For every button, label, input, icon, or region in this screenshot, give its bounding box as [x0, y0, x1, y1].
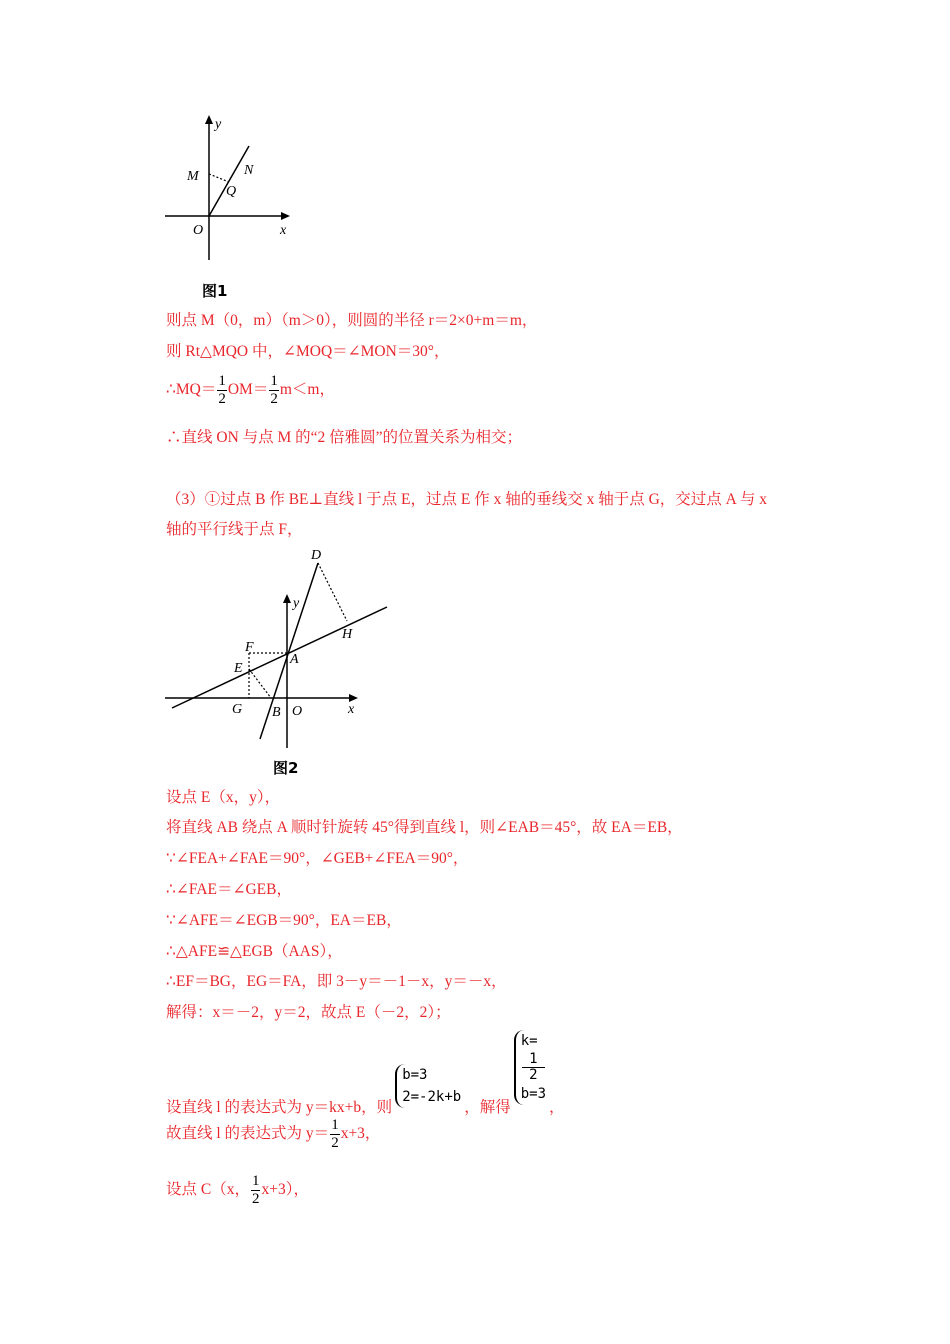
fraction-half: $\frac{1}{2}$ [251, 1172, 260, 1207]
system2-row1: k= 1 2 [521, 1030, 546, 1083]
fig2-label-G: G [232, 702, 243, 717]
text-line-3-b: OM＝ [227, 381, 269, 398]
figure-1-diagram [160, 110, 300, 265]
fraction-half: $\frac{1}{2}$ [218, 372, 226, 407]
text-line-14: 解得：x＝－2，y＝2，故点 E（－2，2）； [166, 1004, 451, 1021]
fig2-label-B: B [272, 705, 281, 720]
text-line-17 [166, 1172, 309, 1208]
fig2-label-y: y [293, 596, 300, 611]
fig2-dotted-EB [249, 669, 271, 698]
fig2-x-arrow [349, 694, 358, 702]
fraction-half: $\frac{1}{2}$ [270, 372, 278, 407]
fig1-label-Q: Q [226, 184, 237, 199]
fig2-line-l [172, 607, 387, 708]
fig1-label-N: N [244, 163, 254, 178]
fig2-label-O: O [292, 704, 303, 719]
figure-1-caption: 图1 [202, 282, 228, 300]
fig1-label-y: y [215, 117, 222, 132]
text-line-13: ∴EF＝BG，EG＝FA，即 3－y＝－1－x，y＝－x， [166, 973, 507, 990]
system1-row1: b=3 [402, 1067, 428, 1084]
text-line-2: 则 Rt△MQO 中，∠MOQ＝∠MON＝30°， [166, 343, 450, 360]
text-line-16-b: x+3， [340, 1125, 381, 1142]
text-line-16 [166, 1116, 380, 1152]
fig2-label-A: A [290, 652, 299, 667]
fig1-label-O: O [193, 223, 204, 238]
fig2-label-x: x [348, 702, 355, 717]
fig2-label-E: E [234, 661, 243, 676]
system2-row2: b=3 [520, 1086, 547, 1102]
text-line-11: ∵∠AFE＝∠EGB＝90°，EA＝EB， [166, 912, 402, 929]
fig1-line-ON [209, 146, 249, 216]
text-line-5: （3）①过点 B 作 BE⊥直线 l 于点 E，过点 E 作 x 轴的垂线交 x 轴于点 G，交过点 A 与 x [166, 491, 767, 508]
text-line-16-a: 故直线 l 的表达式为 y＝ [166, 1125, 330, 1142]
text-line-7: 设点 E（x，y）， [166, 789, 281, 806]
text-line-15-b: ，解得 [464, 1099, 511, 1116]
text-line-6: 轴的平行线于点 F， [166, 521, 303, 538]
text-line-15 [166, 1030, 565, 1118]
fraction-half: $\frac{1}{2}$ [331, 1116, 339, 1151]
text-line-9: ∵∠FEA+∠FAE＝90°，∠GEB+∠FEA＝90°， [166, 850, 469, 867]
system1-row2: 2=-2k+b [402, 1089, 462, 1106]
text-line-17-b: x+3）， [261, 1181, 309, 1198]
text-line-3-a: ∴MQ＝ [166, 381, 217, 398]
equation-system-2 [514, 1030, 546, 1105]
fig2-line-AB [260, 563, 318, 739]
text-line-1: 则点 M（0，m）（m＞0），则圆的半径 r＝2×0+m＝m， [166, 312, 538, 329]
text-line-12: ∴△AFE≌△EGB（AAS）， [166, 943, 343, 960]
fig1-label-M: M [187, 169, 199, 184]
fig1-y-arrow [205, 115, 213, 124]
text-line-15-c: ， [549, 1099, 565, 1116]
text-line-4: ∴直线 ON 与点 M 的“2 倍雅圆”的位置关系为相交； [166, 429, 523, 446]
fig2-label-F: F [245, 640, 254, 655]
fig2-label-H: H [342, 627, 353, 642]
text-line-3-c: m＜m， [279, 381, 335, 398]
figure-2-diagram [160, 545, 395, 755]
fig2-y-arrow [283, 594, 291, 603]
text-line-10: ∴∠FAE＝∠GEB， [166, 881, 292, 898]
fig2-label-D: D [311, 548, 322, 563]
text-line-8: 将直线 AB 绕点 A 顺时针旋转 45°得到直线 l，则∠EAB＝45°，故 EA＝EB， [166, 819, 683, 836]
text-line-17-a: 设点 C（x， [166, 1181, 250, 1198]
fig2-dotted-DH [318, 563, 347, 621]
fig1-dotted-MQ [209, 174, 229, 182]
fraction-half: 1 2 [522, 1052, 545, 1083]
text-line-15-a: 设直线 l 的表达式为 y＝kx+b，则 [166, 1099, 393, 1116]
text-line-3 [166, 372, 335, 408]
fig1-x-arrow [281, 212, 290, 220]
fig1-label-x: x [280, 223, 287, 238]
figure-2-caption: 图2 [273, 759, 299, 777]
equation-system-1 [395, 1064, 461, 1108]
